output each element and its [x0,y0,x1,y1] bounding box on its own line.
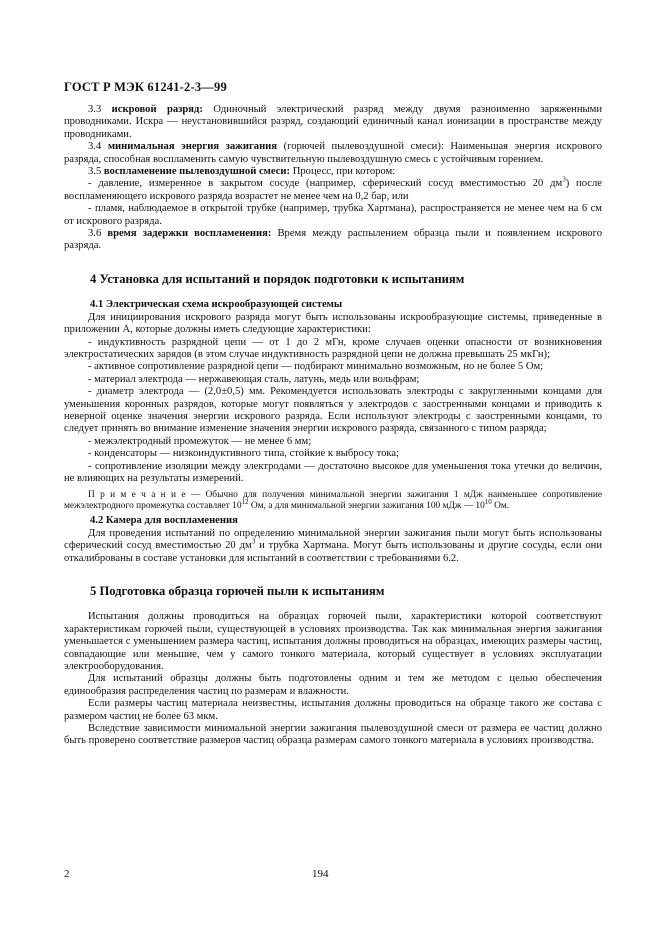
subsection-4-1-intro: Для инициирования искрового разряда могут быть использованы искрообразующие системы, приведенные в приложении А, которые должны иметь следующие характеристики: [64,311,602,336]
paragraph-text: Для проведения испытаний по определению минимальной энергии зажигания пыли могут быть использованы сферический сосуд вместимостью 20 дм [64,527,602,552]
section-4-heading: 4 Установка для испытаний и порядок подготовки к испытаниям [90,271,465,286]
definition-3-5-item-a [64,175,602,203]
paragraph: Испытания должны проводиться на образцах горючей пыли, характеристики которой соответствуют характеристикам горючей пыли, существующей в условиях производства. Так как минимальная энергия зажигания уменьшается с уменьшением размера частиц, испытания должны проводиться на образцах, имеющих размеры частиц, совпадающие или меньшие, чем у самого тонкого материала, который существует в условиях эксплуатации электрооборудования. [64,611,602,673]
page-number-left: 2 [64,868,70,880]
note-label: П р и м е ч а н и е [88,490,186,501]
superscript: 3 [562,175,566,184]
note-text: — Обычно для получения минимальной энергии зажигания 1 мДж наименьшее сопротивление межэлектродного промежутка составляет 10 [64,490,603,512]
note [64,490,602,512]
paragraph: Вследствие зависимости минимальной энергии зажигания пылевоздушной смеси от размера ее частиц должно быть проверено соответствие размеров частиц образца размерам самого тонкого материала в условиях производства. [64,723,602,747]
paragraph: Если размеры частиц материала неизвестны, испытания должны проводиться на образце такого же состава с размером частиц не более 63 мкм. [64,698,602,722]
list-item: - сопротивление изоляции между электродами — достаточно высокое для уменьшения тока утечки до величин, не влияющих на результаты измерений. [64,460,602,484]
list-item: - материал электрода — нержавеющая сталь, латунь, медь или вольфрам; [88,373,420,385]
superscript: 12 [241,498,249,507]
document-body [64,104,602,748]
subsection-4-2-text [64,528,602,565]
definition-term: время задержки воспламенения: [107,228,272,240]
definition-3-4 [64,141,602,166]
list-item: - межэлектродный промежуток — не менее 6 мм; [88,435,312,447]
note-text: Ом, а для минимальной энергии зажигания 100 мДж — 10 [248,501,485,512]
definition-term: минимальная энергия зажигания [107,141,278,153]
document-code: ГОСТ Р МЭК 61241-2-3—99 [64,80,227,94]
superscript: 10 [484,498,492,507]
page-number-center: 194 [312,868,329,880]
definition-term: воспламенение пылевоздушной смеси: [103,166,291,178]
definition-term: искровой разряд: [111,104,203,115]
paragraph-text: и трубка Хартмана. Могут быть использованы и другие сосуды, если они откалиброваны в составе установки для испытаний в соответствии с требованиями 6.2. [64,540,602,564]
subsection-4-2-heading: 4.2 Камера для воспламенения [90,515,238,527]
definition-number: 3.3 [88,104,102,115]
note-text: Ом. [491,501,510,512]
subsection-4-1-heading: 4.1 Электрическая схема искрообразующей системы [90,299,343,311]
definition-3-5-item-b: - пламя, наблюдаемое в открытой трубке (например, трубка Хартмана), распространяется не менее чем на 6 см от искрового разряда. [64,203,602,227]
definition-3-3 [64,104,602,141]
definition-text: (горючей пылевоздушной смеси): Наименьшая энергия искрового разряда, способная воспламенить самую чувствительную пылевоздушную смесь с устойчивым горением. [64,141,602,165]
definition-3-5 [64,166,602,178]
list-item: - конденсаторы — низкоиндуктивного типа, стойкие к выбросу тока; [88,448,399,460]
paragraph: Для испытаний образцы должны быть подготовлены одним и тем же методом с целью обеспечения единообразия распределения частиц по размерам и влажности. [64,673,602,697]
section-5-heading: 5 Подготовка образца горючей пыли к испытаниям [90,584,385,598]
list-item: - активное сопротивление разрядной цепи — подбирают минимально возможным, но не более 5 Ом; [88,361,544,373]
definition-text: Процесс, при котором: [290,166,396,178]
definition-number: 3.4 [88,141,102,153]
item-text: - давление, измеренное в закрытом сосуде (например, сферический сосуд вместимостью 20 дм [88,178,563,190]
list-item: - диаметр электрода — (2,0±0,5) мм. Рекомендуется использовать электроды с закругленными концами для уменьшения коронных разрядов, которые могут появляться у электродов с заостренными концами и приводить к неверной оценке значения энергии искрового разряда. Если используют электроды с заостренными концами, то следует принять во внимание изменение значения энергии искрового разряда, связанного с типом разряда; [64,386,602,435]
superscript: 3 [251,537,256,546]
definition-number: 3.6 [88,228,102,240]
definition-3-6 [64,228,602,253]
definition-text: Время между распылением образца пыли и появлением искрового разряда. [64,228,602,252]
list-item: - индуктивность разрядной цепи — от 1 до 2 мГн, кроме случаев оценки опасности от возникновения электростатических зарядов (в этом случае индуктивность разрядной цепи не должна превышать 25 мкГн); [64,336,602,360]
definition-number: 3.5 [88,166,102,178]
item-text: ) после воспламеняющего искрового разряда возрастет не менее чем на 0,2 бар, или [64,178,602,202]
definition-text: Одиночный электрический разряд между двумя разноименно заряженными проводниками. Искра — неустановившийся разряд, создающий единичный канал ионизации в пространстве между проводниками. [64,104,602,140]
